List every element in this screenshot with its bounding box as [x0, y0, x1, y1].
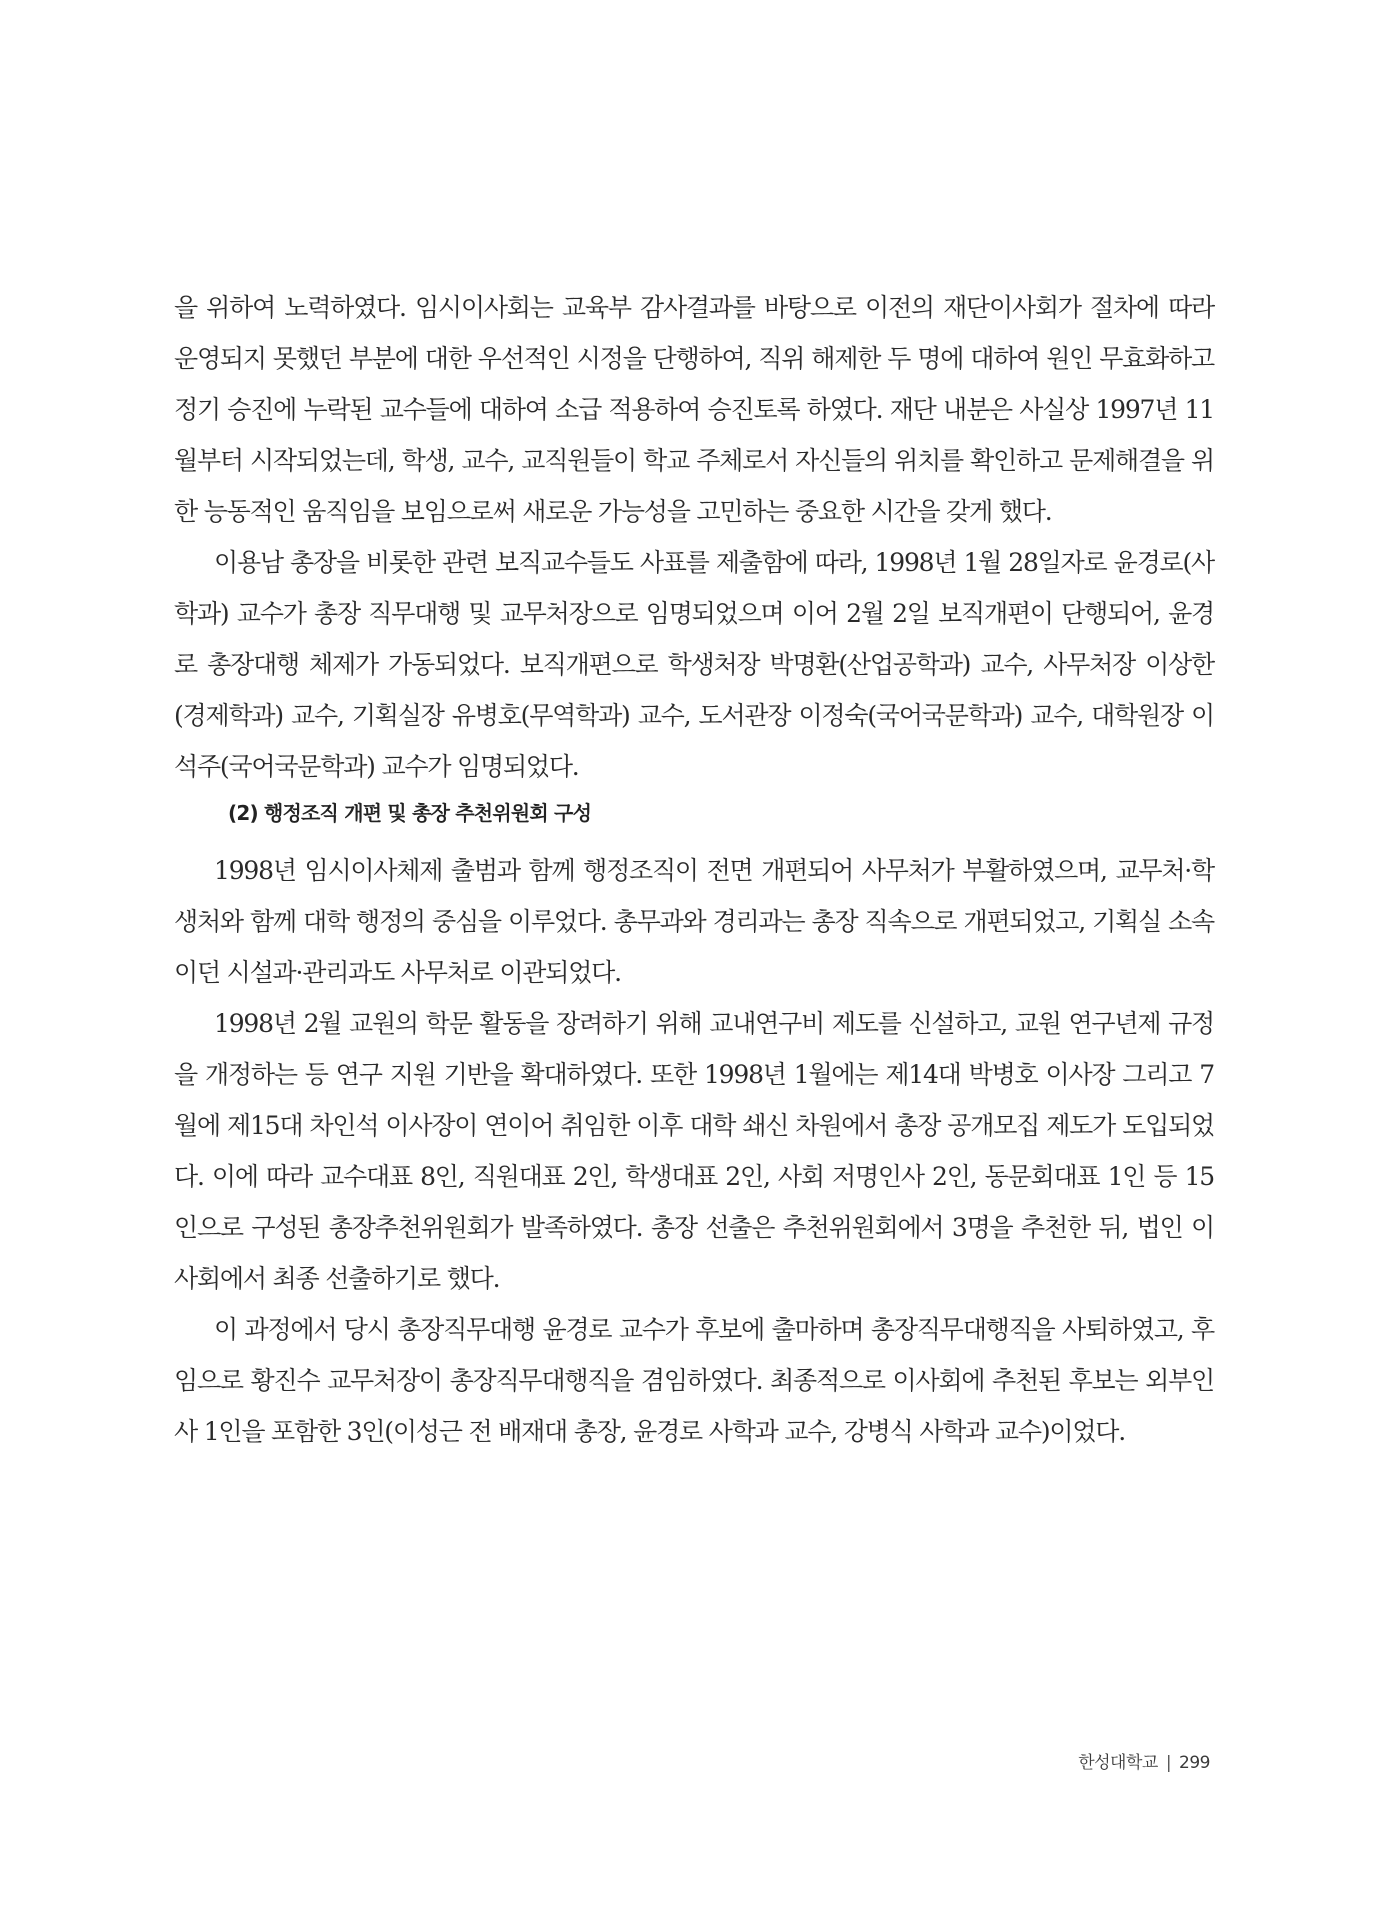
section-heading: (2) 행정조직 개편 및 총장 추천위원회 구성: [228, 801, 592, 825]
paragraph-continuation: 을 위하여 노력하였다. 임시이사회는 교육부 감사결과를 바탕으로 이전의 재단이사회가 절차에 따라 운영되지 못했던 부분에 대한 우선적인 시정을 단행하여, 직위 해제한 두 명에 대하여 원인 무효화하고 정기 승진에 누락된 교수들에 대하여 소급 적용하여 승진토록 하였다. 재단 내분은 사실상 1997년 11월부터 시작되었는데, 학생, 교수, 교직원들이 학교 주체로서 자신들의 위치를 확인하고 문제해결을 위한 능동적인 움직임을 보임으로써 새로운 가능성을 고민하는 중요한 시간을 갖게 했다.: [174, 293, 1214, 526]
footer-university-name: 한성대학교: [1078, 1753, 1158, 1773]
paragraph: 이 과정에서 당시 총장직무대행 윤경로 교수가 후보에 출마하며 총장직무대행직을 사퇴하였고, 후임으로 황진수 교무처장이 총장직무대행직을 겸임하였다. 최종적으로 이사회에 추천된 후보는 외부인사 1인을 포함한 3인(이성근 전 배재대 총장, 윤경로 사학과 교수, 강병식 사학과 교수)이었다.: [174, 1315, 1214, 1446]
body-text-top: [174, 282, 1214, 792]
paragraph: 1998년 임시이사체제 출범과 함께 행정조직이 전면 개편되어 사무처가 부활하였으며, 교무처·학생처와 함께 대학 행정의 중심을 이루었다. 총무과와 경리과는 총장 직속으로 개편되었고, 기획실 소속이던 시설과·관리과도 사무처로 이관되었다.: [174, 856, 1214, 987]
page-footer: [1078, 1748, 1210, 1773]
page-number: 299: [1179, 1753, 1210, 1773]
paragraph: 1998년 2월 교원의 학문 활동을 장려하기 위해 교내연구비 제도를 신설하고, 교원 연구년제 규정을 개정하는 등 연구 지원 기반을 확대하였다. 또한 1998년 1월에는 제14대 박병호 이사장 그리고 7월에 제15대 차인석 이사장이 연이어 취임한 이후 대학 쇄신 차원에서 총장 공개모집 제도가 도입되었다. 이에 따라 교수대표 8인, 직원대표 2인, 학생대표 2인, 사회 저명인사 2인, 동문회대표 1인 등 15인으로 구성된 총장추천위원회가 발족하였다. 총장 선출은 추천위원회에서 3명을 추천한 뒤, 법인 이사회에서 최종 선출하기로 했다.: [174, 1009, 1214, 1293]
section-admin-reorganization: [174, 798, 1214, 1457]
footer-separator: |: [1165, 1753, 1172, 1773]
paragraph: 이용남 총장을 비롯한 관련 보직교수들도 사표를 제출함에 따라, 1998년 1월 28일자로 윤경로(사학과) 교수가 총장 직무대행 및 교무처장으로 임명되었으며 이어 2월 2일 보직개편이 단행되어, 윤경로 총장대행 체제가 가동되었다. 보직개편으로 학생처장 박명환(산업공학과) 교수, 사무처장 이상한(경제학과) 교수, 기획실장 유병호(무역학과) 교수, 도서관장 이정숙(국어국문학과) 교수, 대학원장 이석주(국어국문학과) 교수가 임명되었다.: [174, 548, 1214, 781]
